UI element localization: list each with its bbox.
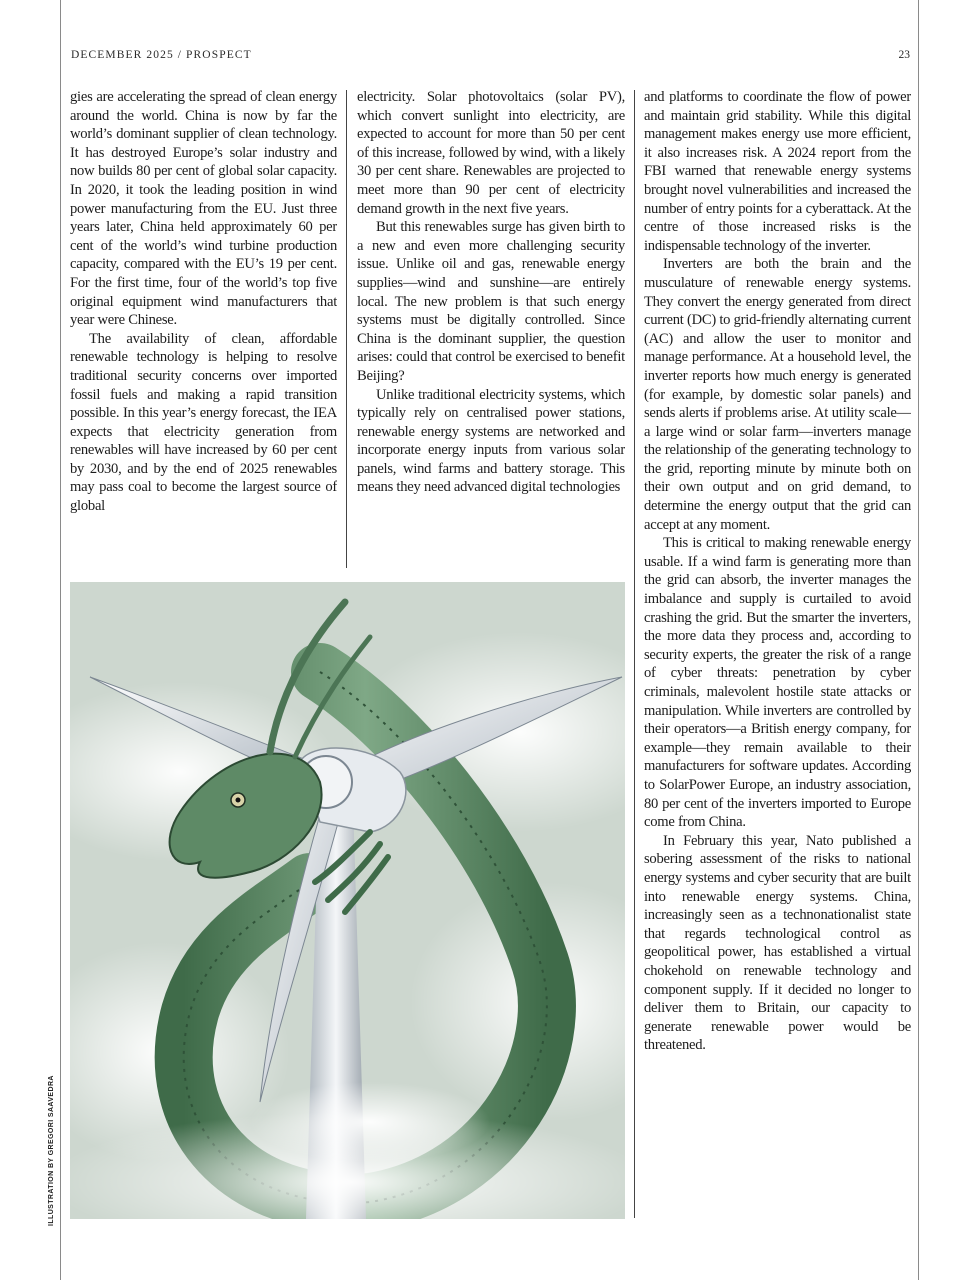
paragraph: electricity. Solar photovoltaics (solar PV), which convert sunlight into electricity, are expected to account for more than 50 per cent of this increase, followed by wind, with a likely 30 per cent share. Renewables are projected to meet more than 90 per cent of electricity demand growth in the next five years. xyxy=(357,89,625,217)
running-head: DECEMBER 2025 / PROSPECT xyxy=(71,49,252,61)
page-number: 23 xyxy=(898,49,910,61)
column-divider xyxy=(346,90,347,568)
paragraph: Unlike traditional electricity systems, which typically rely on centralised power stations, renewable energy systems are networked and incorporate energy inputs from various solar panels, wind farms and battery storage. This means they need advanced digital technologies xyxy=(357,386,625,496)
illustration-drawing xyxy=(70,582,625,1219)
paragraph: This is critical to making renewable energy usable. If a wind farm is generating more than the grid can absorb, the inverter manages the imbalance and supply is curtailed to avoid crashing the grid. But the smarter the inverters, the more data they process and, according to security experts, the greater the risk of a range of cyber threats: penetration by cyber criminals, malevolent hostile state attacks or manipulation. While inverters are controlled by their operators—a British energy company, for example—they remain available to their manufacturers for software updates. According to SolarPower Europe, an industry association, 80 per cent of the inverters imported to Europe come from China. xyxy=(644,535,911,831)
page-left-rule xyxy=(60,0,61,1280)
paragraph: Inverters are both the brain and the musculature of renewable energy systems. They convert the energy generated from direct current (DC) to grid-friendly alternating current (AC) and allow the user to monitor and manage performance. At a household level, the inverter reports how much energy is generated (for example, by domestic solar panels) and sends alerts if problems arise. At utility scale—a large wind or solar farm—inverters manage the relationship of the generating technology to the grid, reporting minute by minute both on their own output and on grid demand, to determine the energy output that the grid can accept at any moment. xyxy=(644,256,911,533)
dragon-wind-turbine-illustration xyxy=(70,582,625,1219)
illustration-credit: ILLUSTRATION BY GREGORI SAAVEDRA xyxy=(48,1075,55,1226)
article-column-2 xyxy=(357,88,625,574)
page-right-rule xyxy=(918,0,919,1280)
paragraph: The availability of clean, affordable renewable technology is helping to resolve traditional security concerns over imported fossil fuels and making a rapid transition possible. In this year’s energy forecast, the IEA expects that electricity generation from renewables will have increased by 60 per cent by 2030, and by the end of 2025 renewables may pass coal to become the largest source of global xyxy=(70,330,337,515)
article-column-3 xyxy=(644,88,911,1226)
article-column-1 xyxy=(70,88,337,574)
paragraph: gies are accelerating the spread of clean energy around the world. China is now by far the world’s dominant supplier of clean technology. It has destroyed Europe’s solar industry and now builds 80 per cent of global solar capacity. In 2020, it took the leading position in wind power manufacturing from the EU. Just three years later, China held approximately 60 per cent of the world’s wind turbine production capacity, compared with the EU’s 19 per cent. For the first time, four of the world’s top five original equipment wind manufacturers that year were Chinese. xyxy=(70,89,337,329)
paragraph: But this renewables surge has given birth to a new and even more challenging security issue. Unlike oil and gas, renewable energy supplies—wind and sunshine—are entirely local. The new problem is that such energy systems must be digitally controlled. Since China is the dominant supplier, the question arises: could that control be exercised to benefit Beijing? xyxy=(357,219,625,384)
paragraph: and platforms to coordinate the flow of power and maintain grid stability. While this digital management makes energy use more efficient, it also increases risk. A 2024 report from the FBI warned that renewable energy systems brought novel vulnerabilities and increased the number of entry points for a cyberattack. At the centre of those increased risks is the indispensable technology of the inverter. xyxy=(644,89,911,254)
column-divider xyxy=(634,90,635,1218)
paragraph: In February this year, Nato published a sobering assessment of the risks to national energy systems and cyber security that are built into renewable energy systems. China, increasingly seen as a technonationalist state that regards technological control as geopolitical power, has established a virtual chokehold on renewable technology and component supply. If it decided no longer to deliver them to Britain, our capacity to generate renewable power would be threatened. xyxy=(644,832,911,1054)
